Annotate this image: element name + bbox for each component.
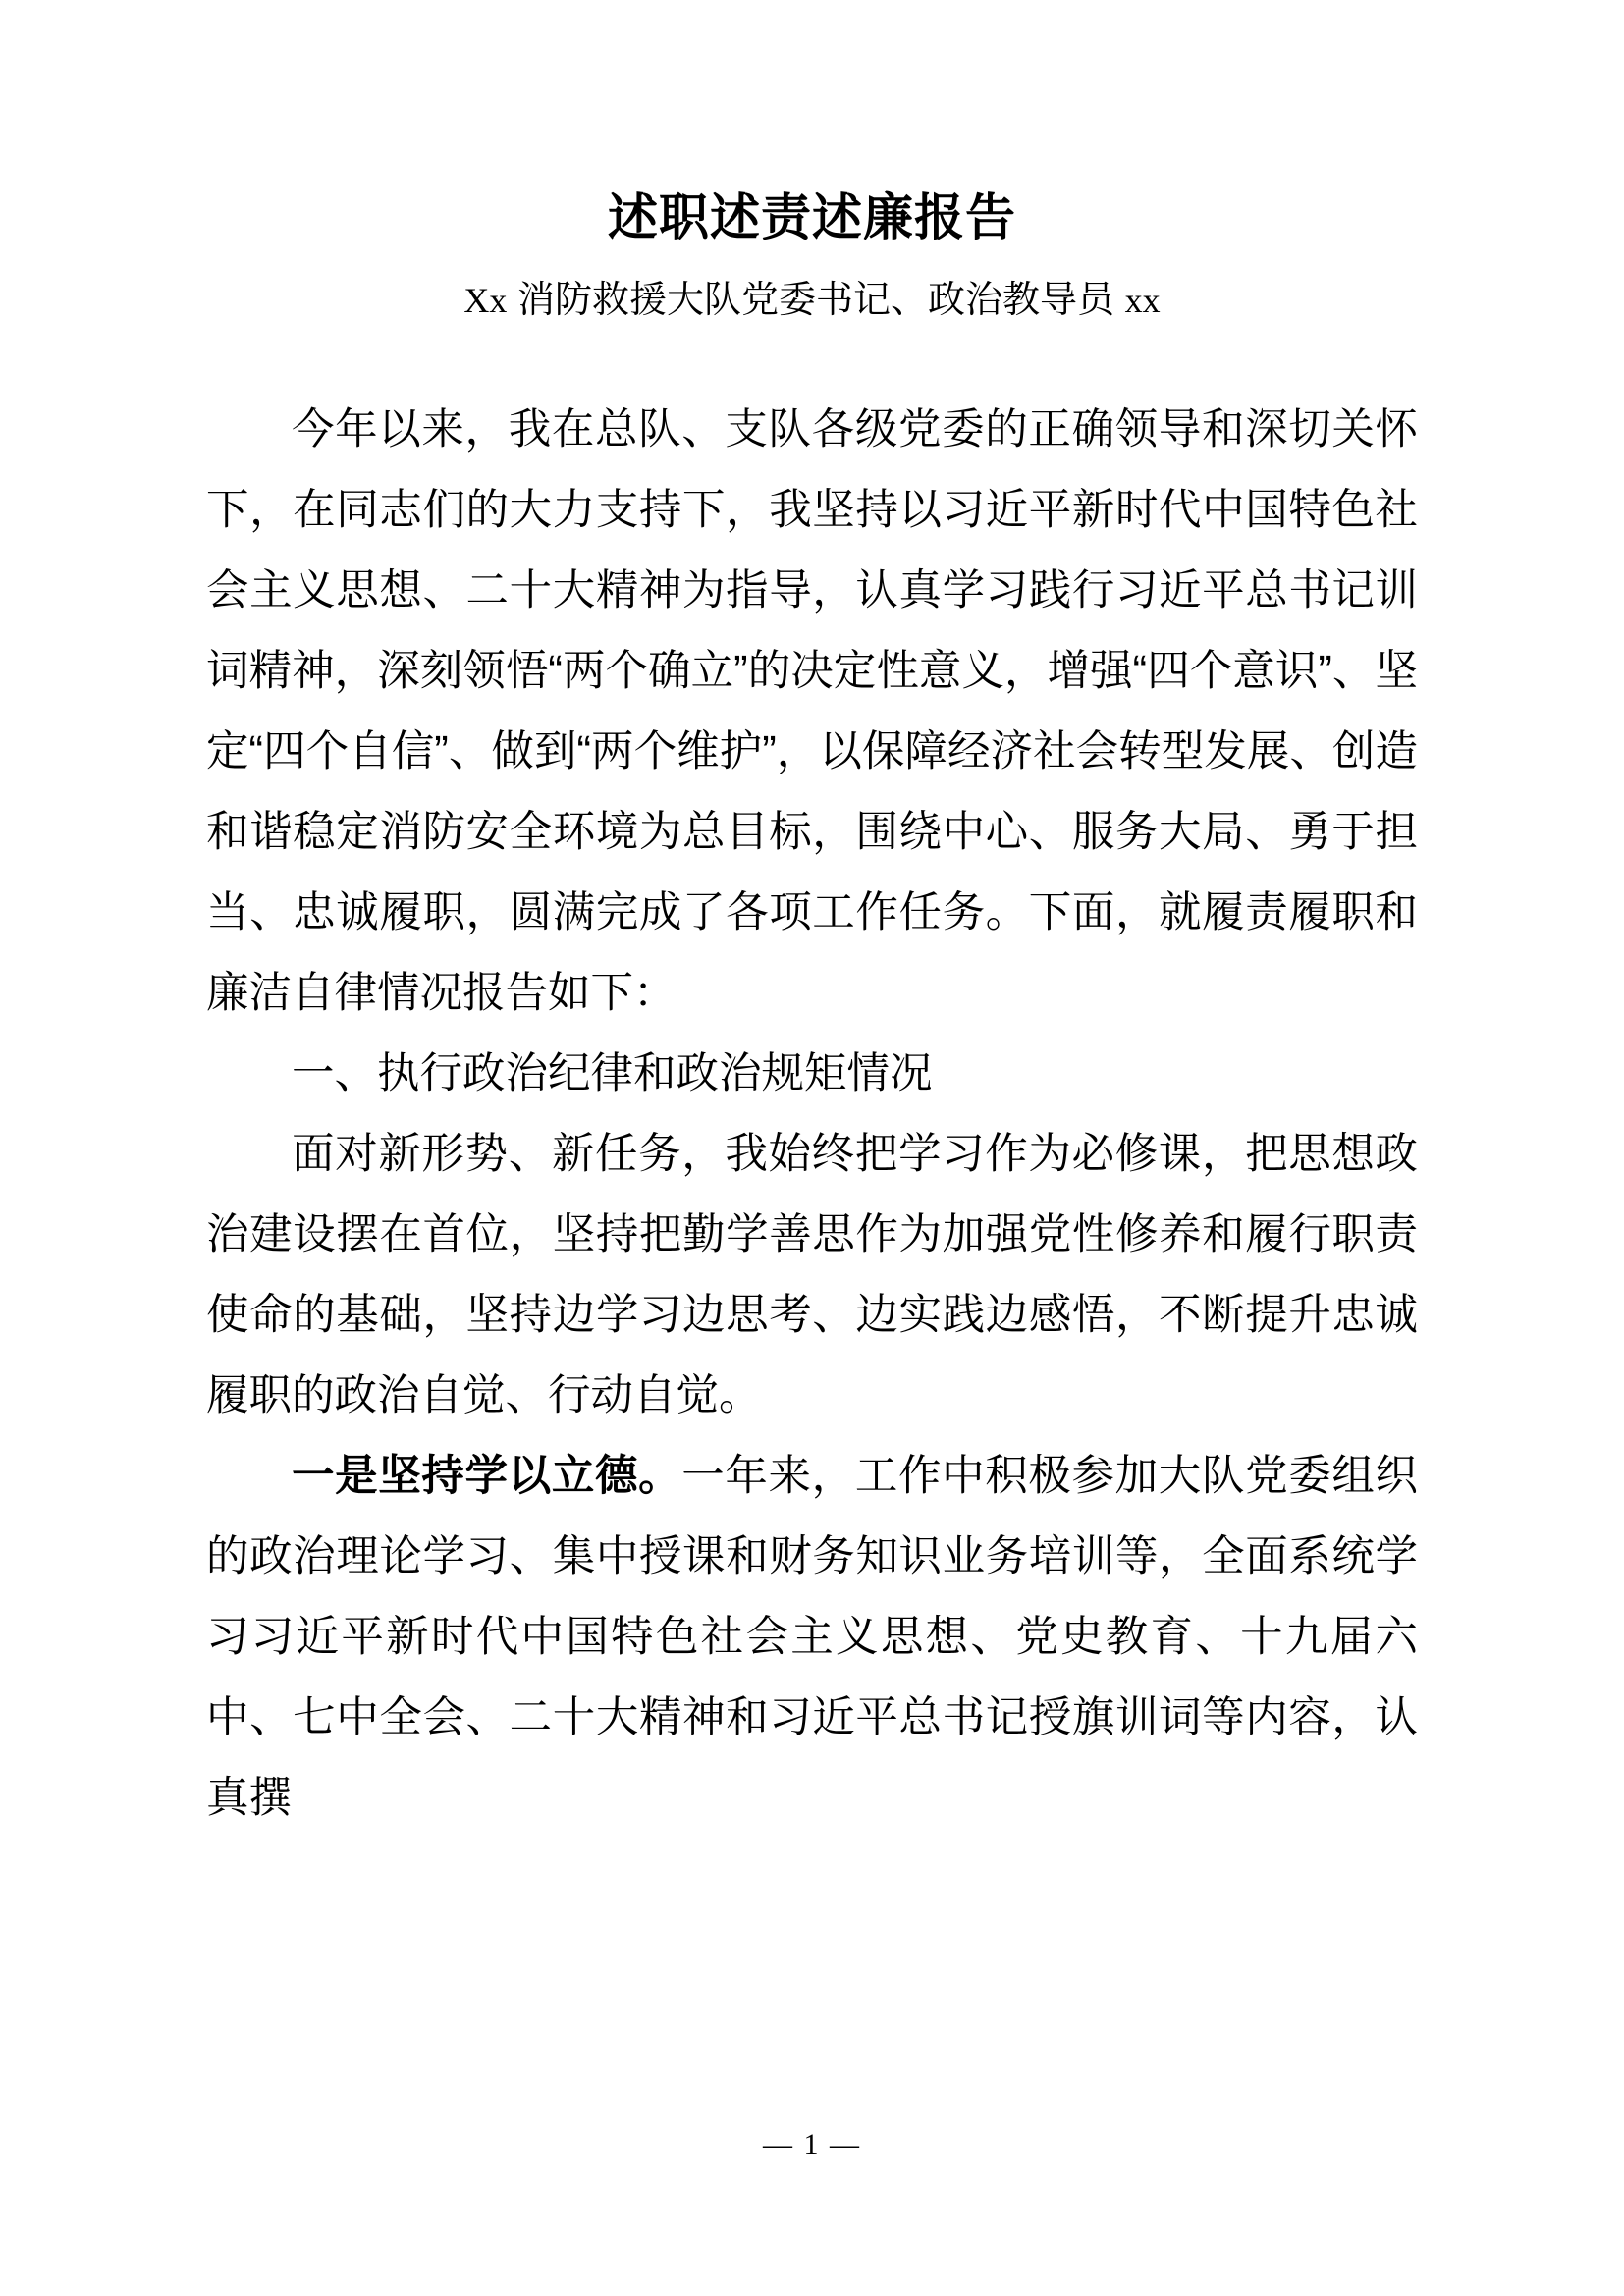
paragraph-point-1-text: 一年来，工作中积极参加大队党委组织的政治理论学习、集中授课和财务知识业务培训等，全面系统学习习近平新时代中国特色社会主义思想、党史教育、十九届六中、七中全会、二十大精神和习近平总书记授旗训词等内容，认真撰	[206, 1453, 1419, 1822]
document-subtitle	[206, 242, 1418, 319]
section-heading-1: 一、执行政治纪律和政治规矩情况	[292, 1050, 933, 1097]
document-body	[206, 390, 1418, 1839]
paragraph-intro: 今年以来，我在总队、支队各级党委的正确领导和深切关怀下，在同志们的大力支持下，我坚持以习近平新时代中国特色社会主义思想、二十大精神为指导，认真学习践行习近平总书记训词精神，深刻领悟“两个确立”的决定性意义，增强“四个意识”、坚定“四个自信”、做到“两个维护”，以保障经济社会转型发展、创造和谐稳定消防安全环境为总目标，围绕中心、服务大局、勇于担当、忠诚履职，圆满完成了各项工作任务。下面，就履责履职和廉洁自律情况报告如下：	[206, 406, 1418, 1017]
paragraph-point-1-lead: 一是坚持学以立德。	[292, 1453, 682, 1500]
page-number: — 1 —	[763, 2128, 861, 2161]
subtitle-main: 消防救援大队党委书记、政治教导员	[516, 280, 1114, 321]
paragraph-section-1-body: 面对新形势、新任务，我始终把学习作为必修课，把思想政治建设摆在首位，坚持把勤学善思作为加强党性修养和履行职责使命的基础，坚持边学习边思考、边实践边感悟，不断提升忠诚履职的政治自觉、行动自觉。	[206, 1131, 1418, 1419]
document-content	[206, 0, 1418, 1839]
subtitle-prefix: Xx	[463, 281, 508, 320]
page-title: 述职述责述廉报告	[607, 189, 1016, 245]
paragraph-point-1	[206, 1436, 1418, 1839]
subtitle-suffix: xx	[1124, 281, 1161, 320]
